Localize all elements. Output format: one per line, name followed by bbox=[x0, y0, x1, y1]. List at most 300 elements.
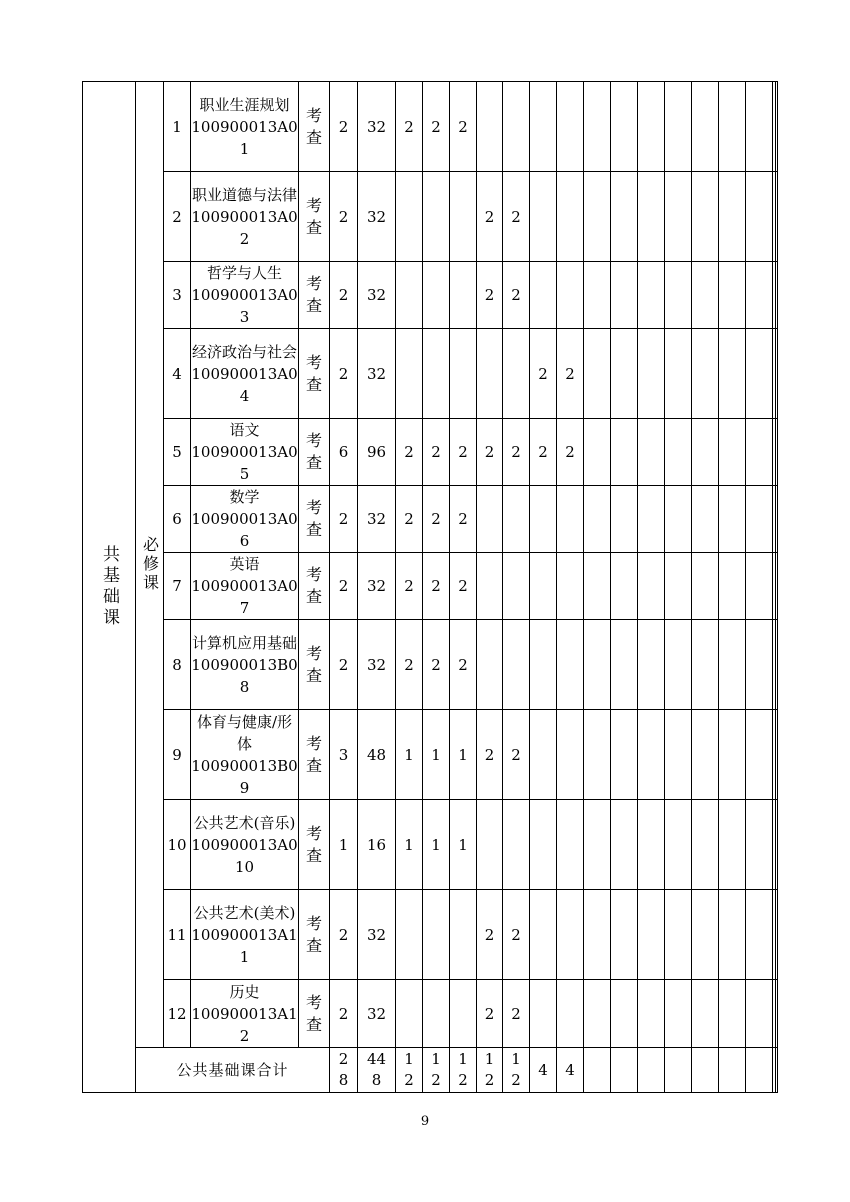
semester-hours bbox=[503, 486, 530, 553]
total-semester-hours: 4 bbox=[557, 1048, 584, 1093]
semester-hours bbox=[423, 890, 450, 980]
course-name-cell bbox=[191, 262, 299, 329]
semester-hours bbox=[692, 82, 719, 172]
semester-hours bbox=[746, 800, 773, 890]
semester-hours bbox=[692, 419, 719, 486]
total-semester-hours bbox=[665, 1048, 692, 1093]
course-code: 100900013A07 bbox=[191, 577, 298, 617]
semester-hours: 2 bbox=[503, 172, 530, 262]
hours: 32 bbox=[358, 980, 396, 1048]
exam-method: 考查 bbox=[299, 710, 330, 800]
semester-hours bbox=[775, 710, 778, 800]
semester-hours: 2 bbox=[503, 262, 530, 329]
total-label: 公共基础课合计 bbox=[136, 1048, 330, 1093]
semester-hours: 2 bbox=[450, 620, 477, 710]
semester-hours bbox=[584, 262, 611, 329]
semester-hours: 2 bbox=[450, 553, 477, 620]
semester-hours bbox=[450, 262, 477, 329]
course-code: 100900013A010 bbox=[191, 835, 298, 876]
semester-hours bbox=[396, 329, 423, 419]
semester-hours bbox=[665, 486, 692, 553]
semester-hours bbox=[557, 262, 584, 329]
semester-hours bbox=[719, 262, 746, 329]
semester-hours bbox=[584, 980, 611, 1048]
subcategory-cell bbox=[136, 82, 164, 1048]
course-name: 语文 bbox=[229, 421, 260, 439]
semester-hours bbox=[719, 82, 746, 172]
semester-hours: 2 bbox=[396, 553, 423, 620]
semester-hours bbox=[477, 329, 503, 419]
semester-hours bbox=[665, 553, 692, 620]
total-semester-hours bbox=[611, 1048, 638, 1093]
exam-method: 考查 bbox=[299, 329, 330, 419]
semester-hours bbox=[775, 419, 778, 486]
hours: 96 bbox=[358, 419, 396, 486]
semester-hours bbox=[450, 329, 477, 419]
semester-hours bbox=[775, 890, 778, 980]
semester-hours bbox=[557, 172, 584, 262]
semester-hours bbox=[584, 486, 611, 553]
category-label: 共基础课 bbox=[99, 545, 119, 629]
semester-hours: 2 bbox=[450, 486, 477, 553]
course-name: 公共艺术(美术) bbox=[193, 903, 296, 922]
course-row bbox=[83, 980, 778, 1048]
course-row bbox=[83, 329, 778, 419]
course-code: 100900013B08 bbox=[191, 655, 298, 696]
semester-hours bbox=[692, 800, 719, 890]
course-index: 3 bbox=[164, 262, 191, 329]
semester-hours bbox=[719, 710, 746, 800]
semester-hours bbox=[746, 980, 773, 1048]
total-semester-hours bbox=[638, 1048, 665, 1093]
total-credits: 28 bbox=[330, 1048, 358, 1093]
semester-hours: 1 bbox=[396, 710, 423, 800]
semester-hours bbox=[719, 890, 746, 980]
credits: 2 bbox=[330, 980, 358, 1048]
credits: 2 bbox=[330, 172, 358, 262]
semester-hours: 2 bbox=[477, 980, 503, 1048]
semester-hours bbox=[530, 486, 557, 553]
semester-hours bbox=[746, 172, 773, 262]
semester-hours bbox=[557, 890, 584, 980]
semester-hours bbox=[638, 710, 665, 800]
semester-hours bbox=[746, 419, 773, 486]
semester-hours bbox=[665, 329, 692, 419]
course-name: 数学 bbox=[229, 488, 260, 506]
credits: 3 bbox=[330, 710, 358, 800]
course-name-cell bbox=[191, 553, 299, 620]
semester-hours bbox=[775, 553, 778, 620]
course-index: 2 bbox=[164, 172, 191, 262]
course-code: 100900013A02 bbox=[191, 207, 298, 248]
total-hours: 448 bbox=[358, 1048, 396, 1093]
semester-hours bbox=[638, 620, 665, 710]
semester-hours bbox=[503, 553, 530, 620]
semester-hours bbox=[638, 890, 665, 980]
semester-hours bbox=[584, 553, 611, 620]
course-name: 历史 bbox=[229, 982, 260, 1001]
semester-hours bbox=[665, 620, 692, 710]
course-index: 10 bbox=[164, 800, 191, 890]
semester-hours: 2 bbox=[503, 419, 530, 486]
semester-hours bbox=[477, 82, 503, 172]
credits: 2 bbox=[330, 553, 358, 620]
semester-hours bbox=[665, 419, 692, 486]
course-row bbox=[83, 172, 778, 262]
semester-hours bbox=[746, 262, 773, 329]
semester-hours bbox=[692, 710, 719, 800]
course-code: 100900013A11 bbox=[191, 925, 298, 966]
course-code: 100900013A05 bbox=[191, 443, 298, 483]
semester-hours bbox=[557, 553, 584, 620]
course-name: 经济政治与社会 bbox=[191, 342, 297, 361]
semester-hours: 2 bbox=[450, 82, 477, 172]
semester-hours bbox=[746, 710, 773, 800]
semester-hours bbox=[719, 486, 746, 553]
course-index: 4 bbox=[164, 329, 191, 419]
course-name-cell bbox=[191, 172, 299, 262]
semester-hours bbox=[638, 82, 665, 172]
semester-hours bbox=[611, 82, 638, 172]
semester-hours bbox=[503, 620, 530, 710]
hours: 32 bbox=[358, 329, 396, 419]
exam-method: 考查 bbox=[299, 419, 330, 486]
hours: 32 bbox=[358, 890, 396, 980]
credits: 2 bbox=[330, 82, 358, 172]
semester-hours bbox=[611, 800, 638, 890]
credits: 2 bbox=[330, 620, 358, 710]
course-name-cell bbox=[191, 890, 299, 980]
exam-method: 考查 bbox=[299, 620, 330, 710]
course-row bbox=[83, 82, 778, 172]
semester-hours bbox=[638, 172, 665, 262]
total-semester-hours bbox=[746, 1048, 773, 1093]
course-name: 哲学与人生 bbox=[206, 264, 282, 282]
semester-hours: 2 bbox=[423, 419, 450, 486]
semester-hours bbox=[665, 800, 692, 890]
semester-hours bbox=[638, 262, 665, 329]
total-semester-hours: 4 bbox=[530, 1048, 557, 1093]
credits: 2 bbox=[330, 262, 358, 329]
semester-hours bbox=[396, 172, 423, 262]
course-row bbox=[83, 553, 778, 620]
semester-hours bbox=[530, 262, 557, 329]
hours: 32 bbox=[358, 620, 396, 710]
semester-hours bbox=[530, 82, 557, 172]
semester-hours: 2 bbox=[503, 710, 530, 800]
semester-hours bbox=[396, 890, 423, 980]
exam-method: 考查 bbox=[299, 890, 330, 980]
course-index: 8 bbox=[164, 620, 191, 710]
semester-hours bbox=[665, 172, 692, 262]
course-index: 7 bbox=[164, 553, 191, 620]
course-code: 100900013A03 bbox=[191, 286, 298, 326]
semester-hours bbox=[665, 980, 692, 1048]
semester-hours bbox=[557, 710, 584, 800]
hours: 32 bbox=[358, 486, 396, 553]
hours: 16 bbox=[358, 800, 396, 890]
total-semester-hours bbox=[719, 1048, 746, 1093]
semester-hours bbox=[503, 329, 530, 419]
semester-hours bbox=[746, 82, 773, 172]
semester-hours bbox=[719, 553, 746, 620]
course-row bbox=[83, 419, 778, 486]
semester-hours: 2 bbox=[396, 620, 423, 710]
semester-hours bbox=[775, 486, 778, 553]
semester-hours bbox=[692, 620, 719, 710]
course-row bbox=[83, 620, 778, 710]
semester-hours bbox=[584, 890, 611, 980]
course-name: 职业道德与法律 bbox=[191, 185, 297, 204]
semester-hours bbox=[692, 890, 719, 980]
semester-hours bbox=[450, 890, 477, 980]
semester-hours bbox=[775, 329, 778, 419]
semester-hours: 2 bbox=[530, 419, 557, 486]
page-number: 9 bbox=[420, 1114, 430, 1129]
semester-hours: 2 bbox=[396, 486, 423, 553]
semester-hours bbox=[477, 620, 503, 710]
course-row bbox=[83, 890, 778, 980]
semester-hours: 2 bbox=[423, 620, 450, 710]
semester-hours bbox=[477, 486, 503, 553]
semester-hours bbox=[557, 620, 584, 710]
semester-hours: 2 bbox=[450, 419, 477, 486]
semester-hours: 1 bbox=[396, 800, 423, 890]
semester-hours: 2 bbox=[423, 486, 450, 553]
hours: 32 bbox=[358, 553, 396, 620]
semester-hours: 2 bbox=[477, 419, 503, 486]
semester-hours bbox=[611, 553, 638, 620]
semester-hours bbox=[530, 710, 557, 800]
credits: 1 bbox=[330, 800, 358, 890]
semester-hours bbox=[775, 980, 778, 1048]
semester-hours bbox=[611, 262, 638, 329]
semester-hours bbox=[638, 800, 665, 890]
semester-hours bbox=[775, 620, 778, 710]
semester-hours bbox=[423, 980, 450, 1048]
course-name: 计算机应用基础 bbox=[191, 633, 297, 652]
semester-hours bbox=[692, 262, 719, 329]
semester-hours bbox=[775, 172, 778, 262]
semester-hours bbox=[423, 262, 450, 329]
semester-hours bbox=[584, 172, 611, 262]
course-code: 100900013A04 bbox=[191, 364, 298, 405]
semester-hours bbox=[692, 553, 719, 620]
semester-hours bbox=[719, 172, 746, 262]
semester-hours: 1 bbox=[423, 800, 450, 890]
semester-hours bbox=[692, 980, 719, 1048]
total-semester-hours: 12 bbox=[503, 1048, 530, 1093]
course-code: 100900013A12 bbox=[191, 1004, 298, 1045]
hours: 48 bbox=[358, 710, 396, 800]
total-semester-hours bbox=[584, 1048, 611, 1093]
semester-hours: 2 bbox=[423, 553, 450, 620]
category-cell bbox=[83, 82, 136, 1093]
semester-hours bbox=[450, 980, 477, 1048]
semester-hours bbox=[719, 329, 746, 419]
course-name: 公共艺术(音乐) bbox=[193, 813, 296, 832]
course-index: 6 bbox=[164, 486, 191, 553]
course-name-cell bbox=[191, 329, 299, 419]
semester-hours bbox=[638, 486, 665, 553]
hours: 32 bbox=[358, 172, 396, 262]
semester-hours bbox=[396, 262, 423, 329]
course-code: 100900013A06 bbox=[191, 510, 298, 550]
semester-hours bbox=[423, 172, 450, 262]
semester-hours bbox=[396, 980, 423, 1048]
total-semester-hours bbox=[692, 1048, 719, 1093]
total-semester-hours: 12 bbox=[423, 1048, 450, 1093]
semester-hours: 2 bbox=[396, 82, 423, 172]
course-name-cell bbox=[191, 620, 299, 710]
semester-hours bbox=[775, 800, 778, 890]
course-table bbox=[82, 81, 778, 1093]
semester-hours: 2 bbox=[503, 890, 530, 980]
exam-method: 考查 bbox=[299, 262, 330, 329]
semester-hours bbox=[611, 620, 638, 710]
course-row bbox=[83, 710, 778, 800]
semester-hours bbox=[584, 82, 611, 172]
semester-hours bbox=[638, 980, 665, 1048]
semester-hours bbox=[450, 172, 477, 262]
semester-hours bbox=[775, 82, 778, 172]
course-name-cell bbox=[191, 82, 299, 172]
semester-hours bbox=[477, 553, 503, 620]
semester-hours bbox=[611, 890, 638, 980]
course-name-cell bbox=[191, 486, 299, 553]
course-row bbox=[83, 486, 778, 553]
semester-hours bbox=[530, 172, 557, 262]
course-index: 5 bbox=[164, 419, 191, 486]
credits: 2 bbox=[330, 890, 358, 980]
course-name-cell bbox=[191, 980, 299, 1048]
semester-hours bbox=[584, 620, 611, 710]
course-code: 100900013A01 bbox=[191, 117, 298, 158]
exam-method: 考查 bbox=[299, 82, 330, 172]
semester-hours bbox=[530, 980, 557, 1048]
semester-hours bbox=[638, 553, 665, 620]
semester-hours bbox=[719, 419, 746, 486]
semester-hours: 1 bbox=[423, 710, 450, 800]
exam-method: 考查 bbox=[299, 800, 330, 890]
semester-hours: 2 bbox=[530, 329, 557, 419]
credits: 2 bbox=[330, 329, 358, 419]
total-semester-hours: 12 bbox=[477, 1048, 503, 1093]
semester-hours bbox=[477, 800, 503, 890]
semester-hours: 2 bbox=[477, 262, 503, 329]
semester-hours: 2 bbox=[477, 710, 503, 800]
semester-hours bbox=[611, 980, 638, 1048]
exam-method: 考查 bbox=[299, 553, 330, 620]
semester-hours: 2 bbox=[396, 419, 423, 486]
course-index: 11 bbox=[164, 890, 191, 980]
semester-hours bbox=[584, 329, 611, 419]
semester-hours bbox=[665, 82, 692, 172]
semester-hours bbox=[692, 329, 719, 419]
exam-method: 考查 bbox=[299, 172, 330, 262]
semester-hours bbox=[746, 553, 773, 620]
semester-hours bbox=[530, 553, 557, 620]
semester-hours bbox=[503, 82, 530, 172]
course-code: 100900013B09 bbox=[191, 756, 298, 797]
course-index: 12 bbox=[164, 980, 191, 1048]
course-name: 体育与健康/形体 bbox=[196, 712, 293, 753]
course-row bbox=[83, 800, 778, 890]
exam-method: 考查 bbox=[299, 980, 330, 1048]
semester-hours bbox=[775, 262, 778, 329]
semester-hours bbox=[665, 710, 692, 800]
semester-hours bbox=[665, 262, 692, 329]
semester-hours bbox=[557, 800, 584, 890]
semester-hours bbox=[746, 329, 773, 419]
total-row bbox=[83, 1048, 778, 1093]
semester-hours bbox=[638, 329, 665, 419]
semester-hours bbox=[719, 800, 746, 890]
semester-hours bbox=[584, 710, 611, 800]
course-name-cell bbox=[191, 419, 299, 486]
total-semester-hours: 12 bbox=[396, 1048, 423, 1093]
course-name: 职业生涯规划 bbox=[199, 95, 290, 114]
semester-hours bbox=[719, 980, 746, 1048]
semester-hours: 2 bbox=[477, 890, 503, 980]
course-name-cell bbox=[191, 800, 299, 890]
course-name-cell bbox=[191, 710, 299, 800]
semester-hours bbox=[611, 419, 638, 486]
semester-hours bbox=[530, 890, 557, 980]
semester-hours bbox=[692, 486, 719, 553]
subcategory-label: 必修课 bbox=[140, 536, 160, 593]
semester-hours bbox=[611, 486, 638, 553]
semester-hours: 1 bbox=[450, 800, 477, 890]
semester-hours: 2 bbox=[557, 329, 584, 419]
semester-hours bbox=[584, 419, 611, 486]
semester-hours bbox=[557, 980, 584, 1048]
semester-hours bbox=[503, 800, 530, 890]
semester-hours: 2 bbox=[503, 980, 530, 1048]
credits: 2 bbox=[330, 486, 358, 553]
total-semester-hours bbox=[775, 1048, 778, 1093]
semester-hours bbox=[746, 890, 773, 980]
semester-hours bbox=[557, 82, 584, 172]
semester-hours bbox=[423, 329, 450, 419]
credits: 6 bbox=[330, 419, 358, 486]
course-name: 英语 bbox=[229, 555, 260, 573]
course-index: 9 bbox=[164, 710, 191, 800]
total-semester-hours: 12 bbox=[450, 1048, 477, 1093]
semester-hours bbox=[611, 172, 638, 262]
semester-hours: 1 bbox=[450, 710, 477, 800]
semester-hours: 2 bbox=[423, 82, 450, 172]
semester-hours bbox=[557, 486, 584, 553]
course-index: 1 bbox=[164, 82, 191, 172]
semester-hours bbox=[530, 800, 557, 890]
hours: 32 bbox=[358, 82, 396, 172]
semester-hours bbox=[746, 486, 773, 553]
semester-hours bbox=[746, 620, 773, 710]
semester-hours: 2 bbox=[557, 419, 584, 486]
semester-hours bbox=[719, 620, 746, 710]
semester-hours bbox=[665, 890, 692, 980]
semester-hours bbox=[692, 172, 719, 262]
exam-method: 考查 bbox=[299, 486, 330, 553]
semester-hours bbox=[638, 419, 665, 486]
semester-hours bbox=[530, 620, 557, 710]
semester-hours bbox=[611, 710, 638, 800]
semester-hours bbox=[584, 800, 611, 890]
semester-hours bbox=[611, 329, 638, 419]
course-row bbox=[83, 262, 778, 329]
semester-hours: 2 bbox=[477, 172, 503, 262]
